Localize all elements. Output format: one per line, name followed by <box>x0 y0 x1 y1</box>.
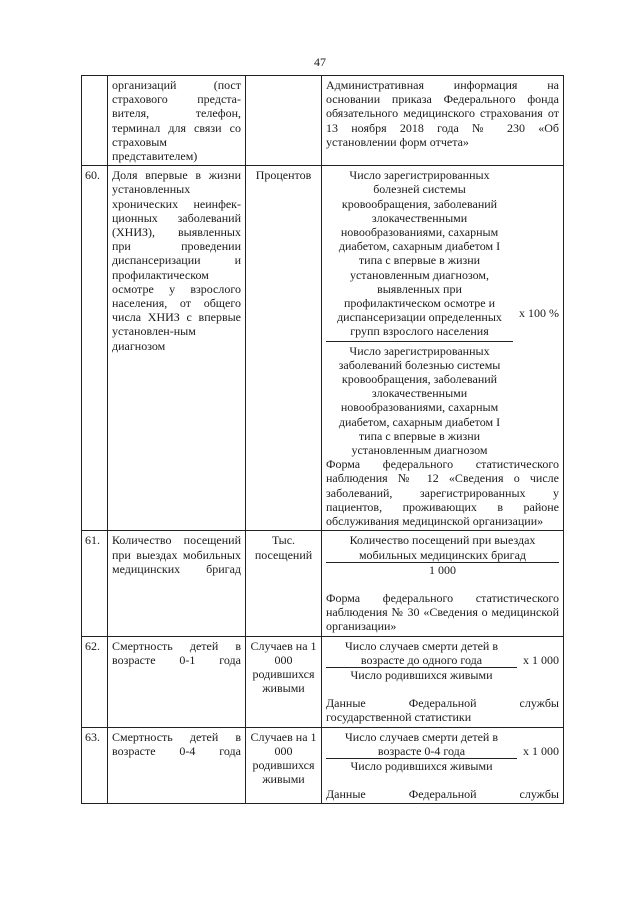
indicator-source: Данные Федеральной службы государственной статистики <box>326 696 559 725</box>
indicator-unit: Случаев на 1 000 родившихся живыми <box>246 727 322 804</box>
page-number: 47 <box>314 55 326 69</box>
indicator-unit: Тыс. посещений <box>246 531 322 636</box>
indicator-name: Доля впервые в жизни установленных хронических неинфек-ционных заболеваний (ХНИЗ), выявленных при проведении диспансеризации и профилактическом осмотре у взрослого населения, от общего числа ХНИЗ с впервые установлен-ным диагнозом <box>108 166 246 531</box>
table-row <box>82 727 564 804</box>
indicator-formula-cell <box>322 531 564 636</box>
indicator-unit: Процентов <box>246 166 322 531</box>
table-row <box>82 636 564 727</box>
formula-denominator: Число зарегистрированных заболеваний болезнью системы кровообращения, заболеваний злокачественными новообразованиями, сахарным диабетом, сахарным диабетом I типа с впервые в жизни установленным диагнозом <box>338 343 501 458</box>
indicator-source: Форма федерального статистического наблюдения № 12 «Сведения о числе заболеваний, зарегистрированных у пациентов, проживающих в районе обслуживания медицинской организации» <box>326 457 559 529</box>
table-row <box>82 166 564 531</box>
formula <box>326 168 559 457</box>
indicator-source: Административная информация на основании приказа Федерального фонда обязательного медицинского страхования от 13 ноября 2018 года № 230 «Об установлении форм отчета» <box>322 76 564 166</box>
formula-multiplier: x 1 000 <box>523 653 559 668</box>
row-number: 61. <box>82 531 108 636</box>
formula-multiplier: x 100 % <box>519 305 559 320</box>
formula-denominator: Число родившихся живыми <box>350 667 493 682</box>
formula-multiplier: x 1 000 <box>523 744 559 759</box>
indicator-source: Данные Федеральной службы <box>326 787 559 802</box>
indicator-unit <box>246 76 322 166</box>
indicator-name: Смертность детей в возрасте 0-1 года <box>108 636 246 727</box>
formula-denominator: 1 000 <box>429 562 456 577</box>
indicator-formula-cell <box>322 636 564 727</box>
formula <box>326 639 559 683</box>
indicator-formula-cell <box>322 727 564 804</box>
row-number: 63. <box>82 727 108 804</box>
table-row <box>82 531 564 636</box>
indicator-source: Форма федерального статистического наблюдения № 30 «Сведения о медицинской организации» <box>326 590 559 634</box>
indicator-table <box>81 75 564 804</box>
row-number: 60. <box>82 166 108 531</box>
indicator-unit: Случаев на 1 000 родившихся живыми <box>246 636 322 727</box>
formula-numerator: Число случаев смерти детей в возрасте до одного года <box>326 639 517 668</box>
formula <box>326 730 559 774</box>
formula-numerator: Число зарегистрированных болезней системы кровообращения, заболеваний злокачественными новообразованиями, сахарным диабетом, сахарным диабетом I типа с впервые в жизни установленным диагнозом, выявленных при профилактическом осмотре и диспансеризации определенных групп взрослого населения <box>326 168 513 341</box>
formula-numerator: Число случаев смерти детей в возрасте 0-4 года <box>326 730 517 759</box>
row-number: 62. <box>82 636 108 727</box>
formula-denominator: Число родившихся живыми <box>350 758 493 773</box>
table-row <box>82 76 564 166</box>
indicator-name: организаций (пост страхового предста-вителя, телефон, терминал для связи со страховым представителем) <box>108 76 246 166</box>
row-number <box>82 76 108 166</box>
indicator-name: Количество посещений при выездах мобильных медицинских бригад <box>108 531 246 636</box>
indicator-name: Смертность детей в возрасте 0-4 года <box>108 727 246 804</box>
formula-numerator: Количество посещений при выездах мобильных медицинских бригад <box>326 533 559 562</box>
indicator-formula-cell <box>322 166 564 531</box>
